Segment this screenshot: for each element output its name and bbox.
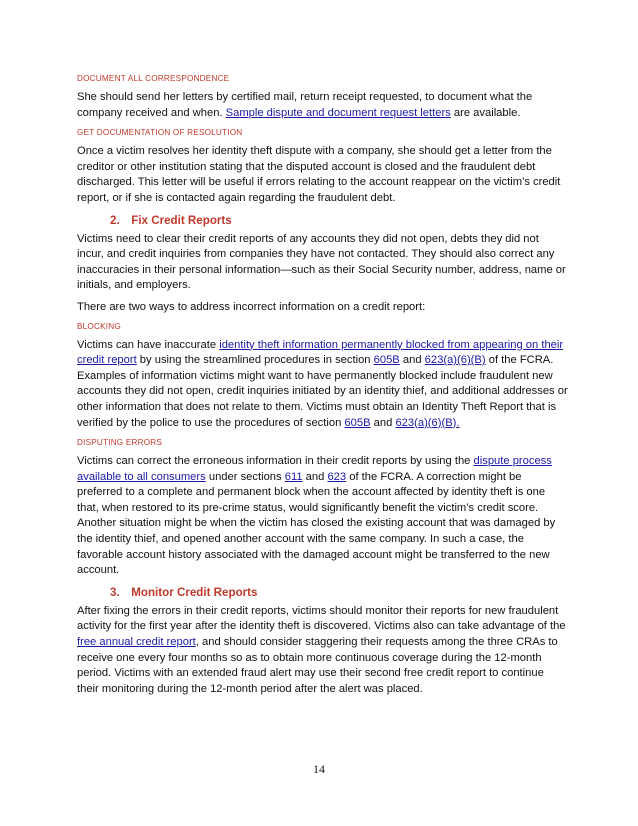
heading-monitor-credit-reports [77,585,568,600]
paragraph-text: are available. [450,106,521,119]
heading-number: 2. [110,213,120,227]
section-605b-link-2[interactable]: 605B [344,416,371,429]
paragraph-text: by using the streamlined procedures in section [136,354,374,367]
paragraph-text: of the FCRA. Examples of information victims might want to have permanently blocked include fraudulent new accounts they did not open, credit inquiries initiated by an identity thief, and additional addresses or other information that does not relate to them. Victims must obtain an Identity Theft Report that is verified by the police to use the procedures of section [77,354,568,429]
paragraph-text: and [370,416,396,429]
paragraph-disputing-errors [77,454,568,579]
page-number: 14 [313,762,325,776]
section-label-resolution: GET DOCUMENTATION OF RESOLUTION [77,128,243,138]
paragraph-text: under sections [205,470,285,483]
section-611-link[interactable]: 611 [284,470,303,483]
paragraph-text: and [302,470,328,483]
paragraph-text: She should send her letters by certified mail, return receipt requested, to document what the company received and when. [77,91,533,119]
paragraph-text: and [399,354,425,367]
paragraph-two-ways: There are two ways to address incorrect information on a credit report: [77,300,426,313]
heading-fix-credit-reports [77,213,568,228]
paragraph-text: , and should consider staggering their requests among the three CRAs to receive one every four months so as to obtain more continuous coverage during the 12-month period. Victims with an extended fraud alert may use their second free credit report to continue their monitoring during the 12-month period after the alert was placed. [77,636,558,695]
paragraph-fix-credit-reports: Victims need to clear their credit reports of any accounts they did not open, debts they did not incur, and credit inquiries from companies they have not contacted. They should also correct any inaccuracies in their personal information—such as their Social Security number, address, name or initials, and employers. [77,232,566,292]
section-label-document-correspondence: DOCUMENT ALL CORRESPONDENCE [77,74,230,83]
section-623a6b-link[interactable]: 623(a)(6)(B) [424,354,486,367]
heading-title: Monitor Credit Reports [131,585,258,599]
section-605b-link[interactable]: 605B [373,354,400,367]
heading-title: Fix Credit Reports [131,213,232,227]
section-label-disputing-errors: DISPUTING ERRORS [77,438,163,448]
paragraph-blocking [77,338,568,432]
paragraph-text: Victims can correct the erroneous information in their credit reports by using the [77,455,474,468]
paragraph-resolution: Once a victim resolves her identity theft dispute with a company, she should get a letter from the creditor or other institution stating that the disputed account is closed and the fraudulent debt discharged. This letter will be useful if errors relating to the account reappear on the victim’s credit report, or if she is contacted again regarding the fraudulent debt. [77,145,561,204]
section-623-link[interactable]: 623 [327,470,347,483]
heading-number: 3. [110,585,120,599]
permanently-blocked-link[interactable]: identity theft information permanently blocked from appearing on their credit report [77,338,564,367]
free-annual-credit-report-link[interactable]: free annual credit report [77,636,196,649]
paragraph-text: of the FCRA. A correction might be preferred to a complete and permanent block when the account affected by identity theft is one that, when restored to its pre-crime status, would significantly benefit the victim’s credit score. Another situation might be when the victim has closed the existing account that was damaged by the identity thief, and opened another account with the same company. In such a case, the favorable account history associated with the damaged account might be transferred to the new account. [77,470,556,577]
section-label-blocking: BLOCKING [77,321,121,331]
paragraph-document-correspondence [77,90,568,121]
sample-letters-link[interactable]: Sample dispute and document request letters [225,106,451,119]
paragraph-text: Victims can have inaccurate [77,338,220,351]
dispute-process-link[interactable]: dispute process available to all consumers [77,455,552,483]
section-623a6b-link-2[interactable]: 623(a)(6)(B). [395,416,460,429]
paragraph-monitor-credit-reports [77,604,568,698]
paragraph-text: After fixing the errors in their credit reports, victims should monitor their reports for new fraudulent activity for the first year after the identity theft is discovered. Victims also can take advantage of the [77,604,566,633]
